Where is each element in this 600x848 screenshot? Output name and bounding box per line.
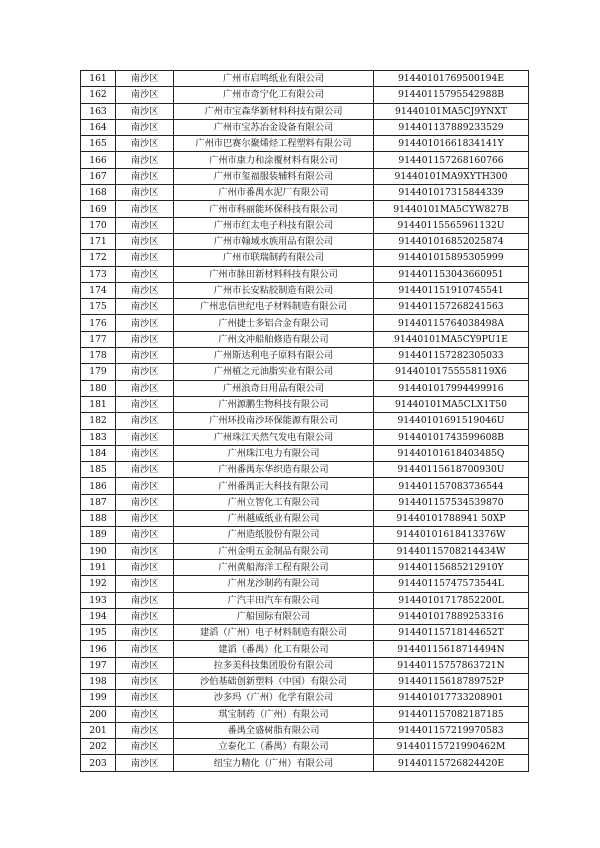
table-row	[81, 380, 529, 396]
row-number-cell: 189	[81, 527, 116, 543]
table-row	[81, 576, 529, 592]
row-number-cell: 171	[81, 233, 116, 249]
company-name-cell: 广州浪奇日用品有限公司	[174, 380, 374, 396]
credit-code-cell: 91440115721990462M	[374, 739, 529, 755]
company-name-cell: 广州市巴赛尔聚烯烃工程塑料有限公司	[174, 136, 374, 152]
table-row	[81, 543, 529, 559]
row-number-cell: 193	[81, 592, 116, 608]
district-cell: 南沙区	[116, 87, 174, 103]
district-cell: 南沙区	[116, 673, 174, 689]
district-cell: 南沙区	[116, 722, 174, 738]
credit-code-cell: 91440101MA5CYW827B	[374, 201, 529, 217]
table-row	[81, 527, 529, 543]
row-number-cell: 199	[81, 690, 116, 706]
row-number-cell: 173	[81, 266, 116, 282]
district-cell: 南沙区	[116, 478, 174, 494]
table-row	[81, 559, 529, 575]
district-cell: 南沙区	[116, 690, 174, 706]
credit-code-cell: 914401157082187185	[374, 706, 529, 722]
row-number-cell: 172	[81, 250, 116, 266]
credit-code-cell: 914401157534539870	[374, 494, 529, 510]
table-row	[81, 315, 529, 331]
district-cell: 南沙区	[116, 706, 174, 722]
table-row	[81, 136, 529, 152]
row-number-cell: 177	[81, 331, 116, 347]
row-number-cell: 194	[81, 608, 116, 624]
row-number-cell: 163	[81, 103, 116, 119]
row-number-cell: 195	[81, 625, 116, 641]
company-name-cell: 广州造纸股份有限公司	[174, 527, 374, 543]
row-number-cell: 179	[81, 364, 116, 380]
company-name-cell: 广州斯达利电子原料有限公司	[174, 348, 374, 364]
table-row	[81, 445, 529, 461]
table-row	[81, 462, 529, 478]
table-row	[81, 299, 529, 315]
row-number-cell: 175	[81, 299, 116, 315]
company-name-cell: 广州立智化工有限公司	[174, 494, 374, 510]
credit-code-cell: 91440115565961132U	[374, 217, 529, 233]
row-number-cell: 184	[81, 445, 116, 461]
credit-code-cell: 91440101MA5CJ9YNXT	[374, 103, 529, 119]
company-name-cell: 广州番禺正大科技有限公司	[174, 478, 374, 494]
credit-code-cell: 914401157219970583	[374, 722, 529, 738]
district-cell: 南沙区	[116, 217, 174, 233]
district-cell: 南沙区	[116, 608, 174, 624]
company-name-cell: 沙伯基础创新塑料（中国）有限公司	[174, 673, 374, 689]
table-row	[81, 266, 529, 282]
table-row	[81, 592, 529, 608]
row-number-cell: 187	[81, 494, 116, 510]
credit-code-cell: 91440101769500194E	[374, 71, 529, 87]
district-cell: 南沙区	[116, 625, 174, 641]
company-name-cell: 建滔（番禺）化工有限公司	[174, 641, 374, 657]
company-name-cell: 广州黄船海洋工程有限公司	[174, 559, 374, 575]
company-name-cell: 广州市玺福服装辅料有限公司	[174, 168, 374, 184]
district-cell: 南沙区	[116, 739, 174, 755]
district-cell: 南沙区	[116, 250, 174, 266]
district-cell: 南沙区	[116, 71, 174, 87]
district-cell: 南沙区	[116, 396, 174, 412]
company-name-cell: 广州市长安粘胶制造有限公司	[174, 282, 374, 298]
credit-code-cell: 914401137889233529	[374, 119, 529, 135]
district-cell: 南沙区	[116, 380, 174, 396]
row-number-cell: 164	[81, 119, 116, 135]
credit-code-cell: 91440101MA5CY9PU1E	[374, 331, 529, 347]
row-number-cell: 176	[81, 315, 116, 331]
credit-code-cell: 91440115757863721N	[374, 657, 529, 673]
district-cell: 南沙区	[116, 168, 174, 184]
district-cell: 南沙区	[116, 445, 174, 461]
district-cell: 南沙区	[116, 348, 174, 364]
row-number-cell: 198	[81, 673, 116, 689]
credit-code-cell: 91440101618413376W	[374, 527, 529, 543]
district-cell: 南沙区	[116, 299, 174, 315]
row-number-cell: 202	[81, 739, 116, 755]
table-row	[81, 233, 529, 249]
row-number-cell: 170	[81, 217, 116, 233]
table-row	[81, 331, 529, 347]
credit-code-cell: 914401157268241563	[374, 299, 529, 315]
row-number-cell: 165	[81, 136, 116, 152]
company-name-cell: 广州市启鸣纸业有限公司	[174, 71, 374, 87]
row-number-cell: 178	[81, 348, 116, 364]
table-row	[81, 250, 529, 266]
table-row	[81, 494, 529, 510]
company-name-cell: 建滔（广州）电子材料制造有限公司	[174, 625, 374, 641]
company-name-cell: 广州市红太电子科技有限公司	[174, 217, 374, 233]
company-name-cell: 广州市联瑞制药有限公司	[174, 250, 374, 266]
table-row	[81, 608, 529, 624]
credit-code-cell: 91440101743599608B	[374, 429, 529, 445]
credit-code-cell: 91440115795542988B	[374, 87, 529, 103]
district-cell: 南沙区	[116, 494, 174, 510]
row-number-cell: 182	[81, 413, 116, 429]
district-cell: 南沙区	[116, 543, 174, 559]
credit-code-cell: 91440101MA5CLX1T50	[374, 396, 529, 412]
credit-code-cell: 91440115747573544L	[374, 576, 529, 592]
credit-code-cell: 914401017315844339	[374, 185, 529, 201]
credit-code-cell: 91440101788941 50XP	[374, 511, 529, 527]
table-row	[81, 478, 529, 494]
row-number-cell: 169	[81, 201, 116, 217]
row-number-cell: 161	[81, 71, 116, 87]
row-number-cell: 200	[81, 706, 116, 722]
district-cell: 南沙区	[116, 511, 174, 527]
district-cell: 南沙区	[116, 559, 174, 575]
table-row	[81, 673, 529, 689]
district-cell: 南沙区	[116, 201, 174, 217]
credit-code-cell: 914401017889253316	[374, 608, 529, 624]
district-cell: 南沙区	[116, 103, 174, 119]
district-cell: 南沙区	[116, 592, 174, 608]
credit-code-cell: 914401151910745541	[374, 282, 529, 298]
credit-code-cell: 914401157083736544	[374, 478, 529, 494]
credit-code-cell: 91440115618700930U	[374, 462, 529, 478]
district-cell: 南沙区	[116, 119, 174, 135]
table-row	[81, 282, 529, 298]
table-row	[81, 641, 529, 657]
credit-code-cell: 91440101717852200L	[374, 592, 529, 608]
credit-code-cell: 914401017994499916	[374, 380, 529, 396]
table-row	[81, 755, 529, 771]
company-name-cell: 广州环投南沙环保能源有限公司	[174, 413, 374, 429]
district-cell: 南沙区	[116, 641, 174, 657]
table-row	[81, 119, 529, 135]
credit-code-cell: 91440115726824420E	[374, 755, 529, 771]
row-number-cell: 174	[81, 282, 116, 298]
table-row	[81, 71, 529, 87]
row-number-cell: 190	[81, 543, 116, 559]
table-row	[81, 739, 529, 755]
row-number-cell: 197	[81, 657, 116, 673]
district-cell: 南沙区	[116, 233, 174, 249]
table-row	[81, 185, 529, 201]
company-list-table	[80, 70, 528, 772]
row-number-cell: 186	[81, 478, 116, 494]
credit-code-cell: 914401157268160766	[374, 152, 529, 168]
table-row	[81, 657, 529, 673]
company-name-cell: 广汽丰田汽车有限公司	[174, 592, 374, 608]
table-row	[81, 396, 529, 412]
credit-code-cell: 91440115708214434W	[374, 543, 529, 559]
row-number-cell: 168	[81, 185, 116, 201]
credit-code-cell: 914401017733208901	[374, 690, 529, 706]
table-row	[81, 217, 529, 233]
company-name-cell: 沙多玛（广州）化学有限公司	[174, 690, 374, 706]
credit-code-cell: 91440101MA9XYTH300	[374, 168, 529, 184]
credit-code-cell: 91440101755558119X6	[374, 364, 529, 380]
table-row	[81, 413, 529, 429]
company-name-cell: 广州市宝森华新材料科技有限公司	[174, 103, 374, 119]
credit-code-cell: 914401157282305033	[374, 348, 529, 364]
credit-code-cell: 91440115618714494N	[374, 641, 529, 657]
credit-code-cell: 914401015895305999	[374, 250, 529, 266]
district-cell: 南沙区	[116, 527, 174, 543]
company-name-cell: 广州市翰域水族用品有限公司	[174, 233, 374, 249]
table-body	[81, 71, 529, 772]
company-name-cell: 广州金明五金制品有限公司	[174, 543, 374, 559]
table-row	[81, 168, 529, 184]
row-number-cell: 203	[81, 755, 116, 771]
district-cell: 南沙区	[116, 755, 174, 771]
district-cell: 南沙区	[116, 364, 174, 380]
district-cell: 南沙区	[116, 462, 174, 478]
company-name-cell: 立泰化工（番禺）有限公司	[174, 739, 374, 755]
company-name-cell: 广州珠江电力有限公司	[174, 445, 374, 461]
company-name-cell: 广州珠江天然气发电有限公司	[174, 429, 374, 445]
credit-code-cell: 91440115764038498A	[374, 315, 529, 331]
company-name-cell: 广州越威纸业有限公司	[174, 511, 374, 527]
table-row	[81, 87, 529, 103]
company-name-cell: 纽宝力精化（广州）有限公司	[174, 755, 374, 771]
company-name-cell: 广州市奇宁化工有限公司	[174, 87, 374, 103]
table-row	[81, 511, 529, 527]
district-cell: 南沙区	[116, 136, 174, 152]
table-row	[81, 625, 529, 641]
row-number-cell: 196	[81, 641, 116, 657]
company-name-cell: 番禺全盛树脂有限公司	[174, 722, 374, 738]
company-name-cell: 广州植之元油脂实业有限公司	[174, 364, 374, 380]
company-name-cell: 广州捷士多铝合金有限公司	[174, 315, 374, 331]
credit-code-cell: 914401016852025874	[374, 233, 529, 249]
company-name-cell: 广州源鹏生物科技有限公司	[174, 396, 374, 412]
table-row	[81, 152, 529, 168]
company-name-cell: 广州市番禺水泥厂有限公司	[174, 185, 374, 201]
district-cell: 南沙区	[116, 657, 174, 673]
table-row	[81, 364, 529, 380]
district-cell: 南沙区	[116, 413, 174, 429]
table-row	[81, 201, 529, 217]
company-name-cell: 广州市康力和涂覆材料有限公司	[174, 152, 374, 168]
row-number-cell: 183	[81, 429, 116, 445]
company-name-cell: 拉多美科技集团股份有限公司	[174, 657, 374, 673]
credit-code-cell: 91440115685212910Y	[374, 559, 529, 575]
row-number-cell: 192	[81, 576, 116, 592]
table-row	[81, 690, 529, 706]
company-name-cell: 广州文冲船舶修造有限公司	[174, 331, 374, 347]
row-number-cell: 166	[81, 152, 116, 168]
company-name-cell: 琪宝制药（广州）有限公司	[174, 706, 374, 722]
district-cell: 南沙区	[116, 315, 174, 331]
company-name-cell: 广州市宝苏冶金设备有限公司	[174, 119, 374, 135]
company-name-cell: 广州市科丽能环保科技有限公司	[174, 201, 374, 217]
district-cell: 南沙区	[116, 152, 174, 168]
table-row	[81, 348, 529, 364]
district-cell: 南沙区	[116, 576, 174, 592]
company-name-cell: 广船国际有限公司	[174, 608, 374, 624]
table-row	[81, 706, 529, 722]
table-row	[81, 103, 529, 119]
row-number-cell: 188	[81, 511, 116, 527]
row-number-cell: 201	[81, 722, 116, 738]
district-cell: 南沙区	[116, 185, 174, 201]
row-number-cell: 167	[81, 168, 116, 184]
credit-code-cell: 91440115718144652T	[374, 625, 529, 641]
row-number-cell: 191	[81, 559, 116, 575]
table-row	[81, 722, 529, 738]
table-row	[81, 429, 529, 445]
company-name-cell: 广州忠信世纪电子材料制造有限公司	[174, 299, 374, 315]
credit-code-cell: 91440101618403485Q	[374, 445, 529, 461]
company-name-cell: 广州番禺东华织造有限公司	[174, 462, 374, 478]
company-name-cell: 广州市脉田新材料科技有限公司	[174, 266, 374, 282]
district-cell: 南沙区	[116, 282, 174, 298]
row-number-cell: 181	[81, 396, 116, 412]
company-name-cell: 广州龙沙制药有限公司	[174, 576, 374, 592]
credit-code-cell: 91440115618789752P	[374, 673, 529, 689]
registry-table	[80, 70, 529, 772]
district-cell: 南沙区	[116, 331, 174, 347]
row-number-cell: 185	[81, 462, 116, 478]
credit-code-cell: 91440101691519046U	[374, 413, 529, 429]
row-number-cell: 180	[81, 380, 116, 396]
district-cell: 南沙区	[116, 429, 174, 445]
district-cell: 南沙区	[116, 266, 174, 282]
credit-code-cell: 914401153043660951	[374, 266, 529, 282]
row-number-cell: 162	[81, 87, 116, 103]
credit-code-cell: 91440101661834141Y	[374, 136, 529, 152]
